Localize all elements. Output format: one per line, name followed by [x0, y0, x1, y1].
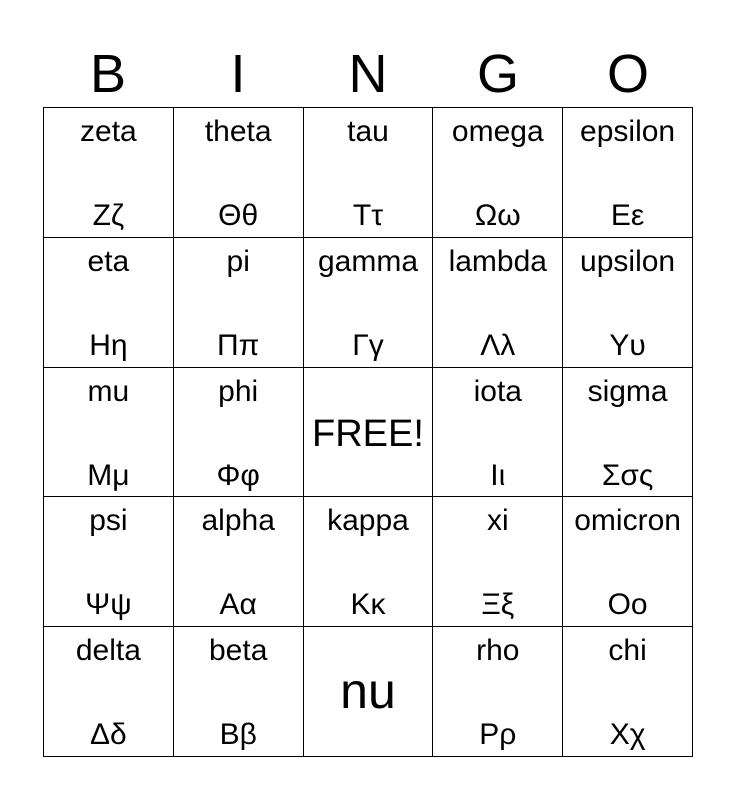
- bingo-cell[interactable]: [433, 497, 563, 627]
- bingo-cell[interactable]: [44, 367, 174, 497]
- cell-letters: Υυ: [609, 328, 646, 362]
- cell-letters: Ττ: [352, 199, 384, 232]
- bingo-board: [43, 107, 693, 757]
- cell-word: psi: [89, 504, 128, 538]
- bingo-cell[interactable]: [433, 108, 563, 238]
- cell-letters: Ππ: [217, 328, 260, 362]
- cell-letters: Ρρ: [479, 718, 517, 752]
- cell-letters: Ωω: [474, 199, 521, 232]
- cell-letters: Ιι: [490, 458, 506, 492]
- bingo-cell[interactable]: [44, 497, 174, 627]
- bingo-cell[interactable]: [303, 497, 433, 627]
- board-row: [44, 237, 693, 367]
- bingo-cell[interactable]: [173, 497, 303, 627]
- bingo-cell[interactable]: [563, 108, 693, 238]
- cell-word: mu: [87, 374, 130, 408]
- cell-word: omicron: [574, 504, 681, 538]
- cell-word: kappa: [327, 504, 409, 538]
- cell-letters: Ββ: [219, 718, 257, 752]
- cell-letters: Μμ: [87, 458, 130, 492]
- bingo-cell[interactable]: [563, 497, 693, 627]
- cell-word: omega: [451, 115, 544, 148]
- bingo-cell[interactable]: [44, 627, 174, 757]
- bingo-cell[interactable]: [303, 627, 433, 757]
- header-letter-g: G: [476, 44, 519, 104]
- header-letter-b: B: [89, 44, 127, 104]
- bingo-cell[interactable]: [173, 367, 303, 497]
- free-space-cell[interactable]: [303, 367, 433, 497]
- bingo-cell[interactable]: [563, 627, 693, 757]
- cell-word: alpha: [201, 504, 275, 538]
- free-space-label: FREE!: [312, 412, 424, 455]
- cell-letters: Οο: [607, 588, 648, 622]
- header-letter-o: O: [606, 44, 649, 104]
- cell-word: theta: [204, 115, 272, 148]
- cell-letters: Χχ: [609, 718, 646, 752]
- cell-word: lambda: [448, 244, 547, 278]
- board-row: [44, 627, 693, 757]
- cell-big-word: nu: [340, 663, 396, 720]
- cell-word: delta: [75, 634, 141, 668]
- bingo-cell[interactable]: [303, 108, 433, 238]
- board-row: [44, 367, 693, 497]
- cell-letters: Γγ: [352, 328, 384, 362]
- bingo-header: [43, 42, 693, 106]
- bingo-cell[interactable]: [433, 367, 563, 497]
- cell-letters: Ξξ: [481, 588, 515, 622]
- cell-word: phi: [218, 374, 259, 408]
- cell-letters: Ηη: [89, 328, 128, 362]
- cell-letters: Ψψ: [85, 588, 132, 622]
- cell-word: pi: [226, 244, 250, 278]
- board-row: [44, 108, 693, 238]
- cell-word: chi: [608, 634, 647, 668]
- cell-letters: Θθ: [218, 199, 259, 232]
- bingo-cell[interactable]: [563, 237, 693, 367]
- cell-letters: Σσς: [601, 458, 654, 492]
- cell-word: sigma: [587, 374, 668, 408]
- header-letter-n: N: [348, 44, 388, 104]
- cell-word: beta: [209, 634, 268, 668]
- cell-letters: Ζζ: [92, 199, 125, 232]
- bingo-cell[interactable]: [433, 627, 563, 757]
- cell-letters: Αα: [219, 588, 257, 622]
- cell-word: rho: [476, 634, 520, 668]
- header-letter-i: I: [230, 44, 246, 104]
- cell-word: gamma: [317, 244, 419, 278]
- cell-word: zeta: [80, 115, 137, 148]
- bingo-cell[interactable]: [563, 367, 693, 497]
- bingo-cell[interactable]: [303, 237, 433, 367]
- bingo-cell[interactable]: [173, 627, 303, 757]
- cell-word: eta: [87, 244, 130, 278]
- bingo-cell[interactable]: [173, 108, 303, 238]
- cell-word: epsilon: [580, 115, 676, 148]
- bingo-cell[interactable]: [433, 237, 563, 367]
- bingo-cell[interactable]: [44, 237, 174, 367]
- board-row: [44, 497, 693, 627]
- cell-letters: Λλ: [480, 328, 516, 362]
- cell-word: iota: [473, 374, 522, 408]
- cell-letters: Κκ: [350, 588, 386, 622]
- cell-letters: Εε: [610, 199, 645, 232]
- cell-word: tau: [347, 115, 389, 148]
- cell-word: xi: [486, 504, 509, 538]
- bingo-cell[interactable]: [173, 237, 303, 367]
- cell-letters: Δδ: [90, 718, 127, 752]
- bingo-cell[interactable]: [44, 108, 174, 238]
- cell-word: upsilon: [580, 244, 676, 278]
- cell-letters: Φφ: [216, 458, 260, 492]
